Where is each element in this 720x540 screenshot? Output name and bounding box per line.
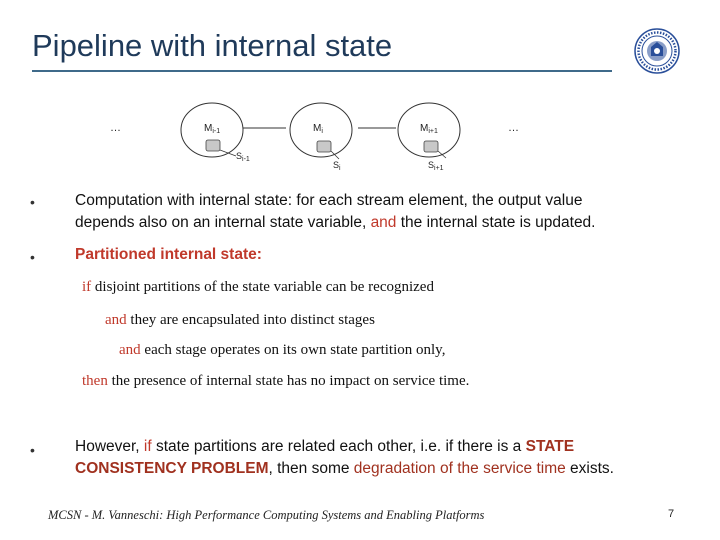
state-box: [206, 140, 220, 151]
bullet-1-line-1: Computation with internal state: for each stream element, the output value: [75, 192, 583, 209]
state-label: $S_i$: [333, 160, 341, 172]
right-ellipsis: …: [508, 122, 519, 134]
bullet-marker: •: [30, 442, 35, 458]
state-box: [317, 141, 331, 152]
bullet-1: [75, 190, 695, 234]
module-label: $M_{i-1}$: [204, 123, 221, 135]
module-label: $M_{i+1}$: [420, 123, 438, 135]
page-number: 7: [668, 508, 675, 520]
slide-title: Pipeline with internal state: [32, 28, 393, 63]
condition-line-2: and they are encapsulated into distinct stages: [105, 312, 375, 328]
bullet-marker: •: [30, 194, 35, 210]
university-seal-logo: [624, 24, 690, 78]
state-label: $S_{i-1}$: [236, 151, 250, 163]
condition-line-3: and each stage operates on its own state partition only,: [119, 342, 446, 358]
footer-text: MCSN - M. Vanneschi: High Performance Computing Systems and Enabling Platforms: [48, 508, 485, 522]
bullet-3: [75, 436, 695, 480]
bullet-3-line-2: CONSISTENCY PROBLEM, then some degradation of the service time exists.: [75, 460, 614, 477]
pipeline-diagram: [0, 90, 720, 180]
state-box: [424, 141, 438, 152]
condition-line-1: if disjoint partitions of the state variable can be recognized: [82, 279, 434, 295]
bullet-3-line-1: However, if state partitions are related each other, i.e. if there is a STATE: [75, 438, 575, 455]
title-divider: [32, 70, 612, 72]
state-label: $S_{i+1}$: [428, 160, 444, 172]
bullet-marker: •: [30, 249, 35, 265]
bullet-2-heading: Partitioned internal state:: [75, 246, 262, 263]
bullet-1-line-2: depends also on an internal state variable, and the internal state is updated.: [75, 214, 596, 231]
left-ellipsis: …: [110, 122, 121, 134]
module-label: $M_i$: [313, 123, 323, 135]
conclusion-line: then the presence of internal state has no impact on service time.: [82, 373, 470, 389]
